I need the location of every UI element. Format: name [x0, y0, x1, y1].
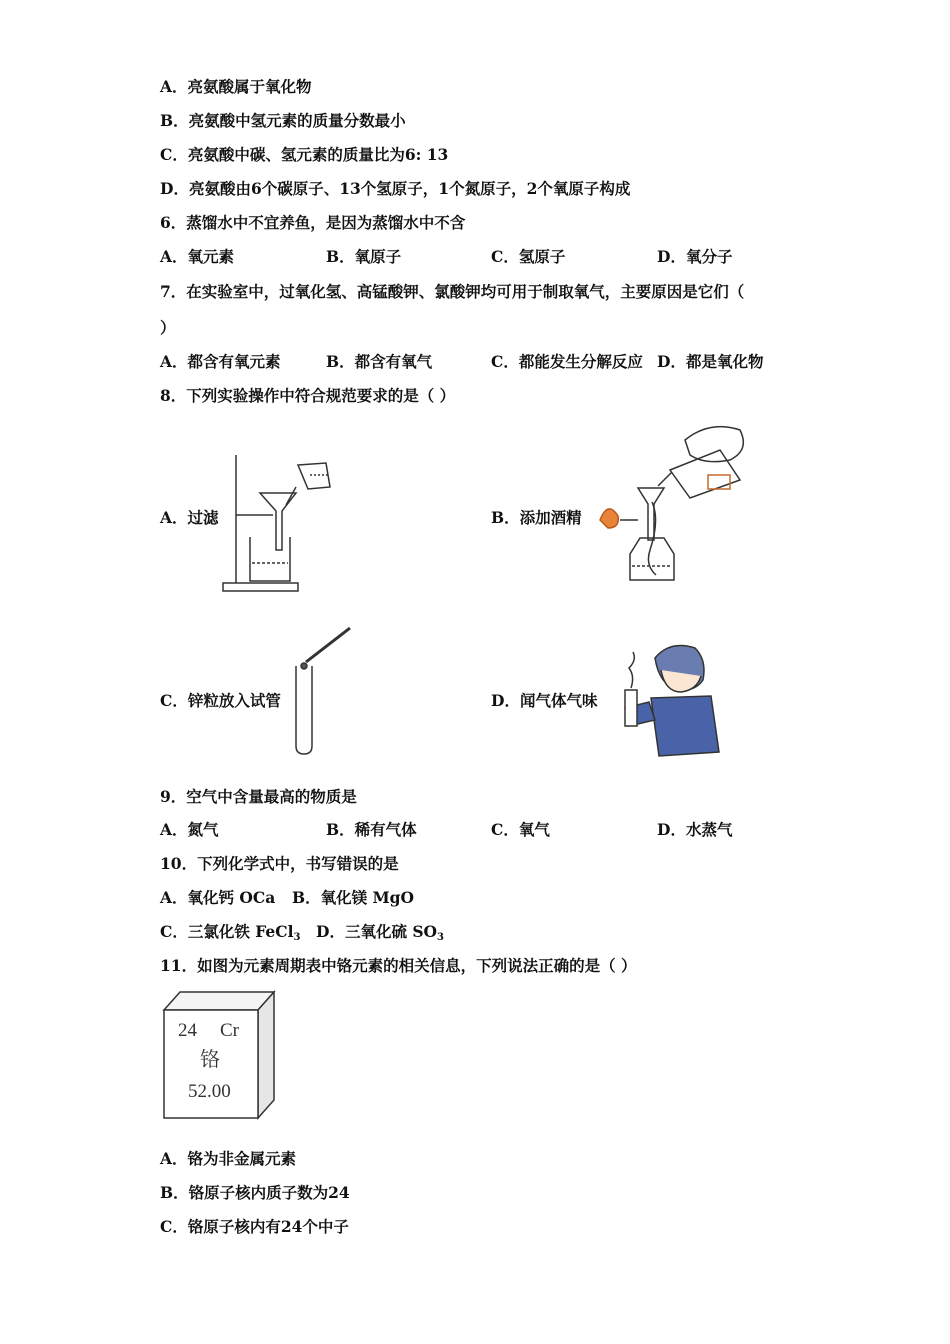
q11-stem: 11．如图为元素周期表中铬元素的相关信息，下列说法正确的是（ ）	[160, 956, 637, 975]
q7-option-c: C．都能发生分解反应	[491, 352, 643, 371]
q5-option-a: A．亮氨酸属于氧化物	[160, 77, 312, 96]
q10-stem: 10．下列化学式中，书写错误的是	[160, 854, 399, 873]
hand	[685, 427, 743, 462]
beaker	[250, 537, 290, 581]
q8-option-d: D．闻气体气味	[491, 691, 598, 710]
q6-stem: 6．蒸馏水中不宜养鱼，是因为蒸馏水中不含	[160, 213, 466, 232]
stand-base	[223, 583, 298, 591]
add-alcohol-figure	[590, 420, 760, 598]
q7-stem-end: ）	[160, 318, 176, 337]
q8-option-a: A．过滤	[160, 508, 219, 527]
zinc-granule	[301, 663, 307, 669]
flame	[600, 509, 618, 528]
pouring-beaker	[298, 463, 330, 489]
sweater	[651, 696, 719, 756]
gas-waft	[629, 652, 634, 688]
atomic-number: 24	[178, 1020, 197, 1041]
q10-option-b: B．氧化镁 MgO	[292, 888, 414, 907]
q6-option-d: D．氧分子	[657, 247, 733, 266]
element-name: 铬	[200, 1047, 220, 1071]
q5-option-b: B．亮氨酸中氢元素的质量分数最小	[160, 111, 406, 130]
q8-stem: 8．下列实验操作中符合规范要求的是（ ）	[160, 386, 456, 405]
q6-option-a: A．氧元素	[160, 247, 235, 266]
smell-gas-figure	[615, 640, 725, 758]
filtration-figure	[218, 445, 343, 595]
q10-option-c: C．三氯化铁 FeCl$_3$	[160, 922, 301, 943]
q10-option-a: A．氧化钙 OCa	[160, 888, 276, 907]
tile-top-face	[164, 992, 274, 1010]
pour-stream	[658, 472, 672, 486]
q9-option-d: D．水蒸气	[657, 820, 733, 839]
q8-option-c: C．锌粒放入试管	[160, 691, 281, 710]
element-symbol: Cr	[220, 1020, 239, 1041]
q10-option-d: D．三氧化硫 $SO_3$	[316, 922, 445, 943]
atomic-mass: 52.00	[188, 1081, 231, 1102]
q7-option-d: D．都是氧化物	[657, 352, 764, 371]
q6-option-c: C．氢原子	[491, 247, 566, 266]
test-tube	[296, 666, 312, 754]
q9-option-b: B．稀有气体	[326, 820, 417, 839]
tile-side-face	[258, 992, 274, 1118]
reagent-bottle	[670, 450, 740, 498]
q7-option-b: B．都含有氧气	[326, 352, 433, 371]
gas-bottle	[625, 690, 637, 726]
funnel	[638, 488, 664, 540]
q11-option-c: C．铬原子核内有24个中子	[160, 1217, 349, 1236]
q9-option-c: C．氧气	[491, 820, 550, 839]
q11-option-a: A．铬为非金属元素	[160, 1149, 297, 1168]
q5-option-c: C．亮氨酸中碳、氢元素的质量比为6: 13	[160, 145, 449, 164]
q7-option-a: A．都含有氧元素	[160, 352, 281, 371]
q6-option-b: B．氧原子	[326, 247, 402, 266]
q9-option-a: A．氮气	[160, 820, 219, 839]
zinc-tube-figure	[288, 622, 358, 757]
q5-option-d: D．亮氨酸由6个碳原子、13个氢原子，1个氮原子，2个氧原子构成	[160, 179, 631, 198]
q7-stem: 7．在实验室中，过氧化氢、高锰酸钾、氯酸钾均可用于制取氧气，主要原因是它们（	[160, 282, 745, 301]
q11-option-b: B．铬原子核内质子数为24	[160, 1183, 350, 1202]
tweezers	[306, 628, 350, 662]
q8-option-b: B．添加酒精	[491, 508, 582, 527]
element-tile	[160, 990, 278, 1120]
q9-stem: 9．空气中含量最高的物质是	[160, 787, 357, 806]
